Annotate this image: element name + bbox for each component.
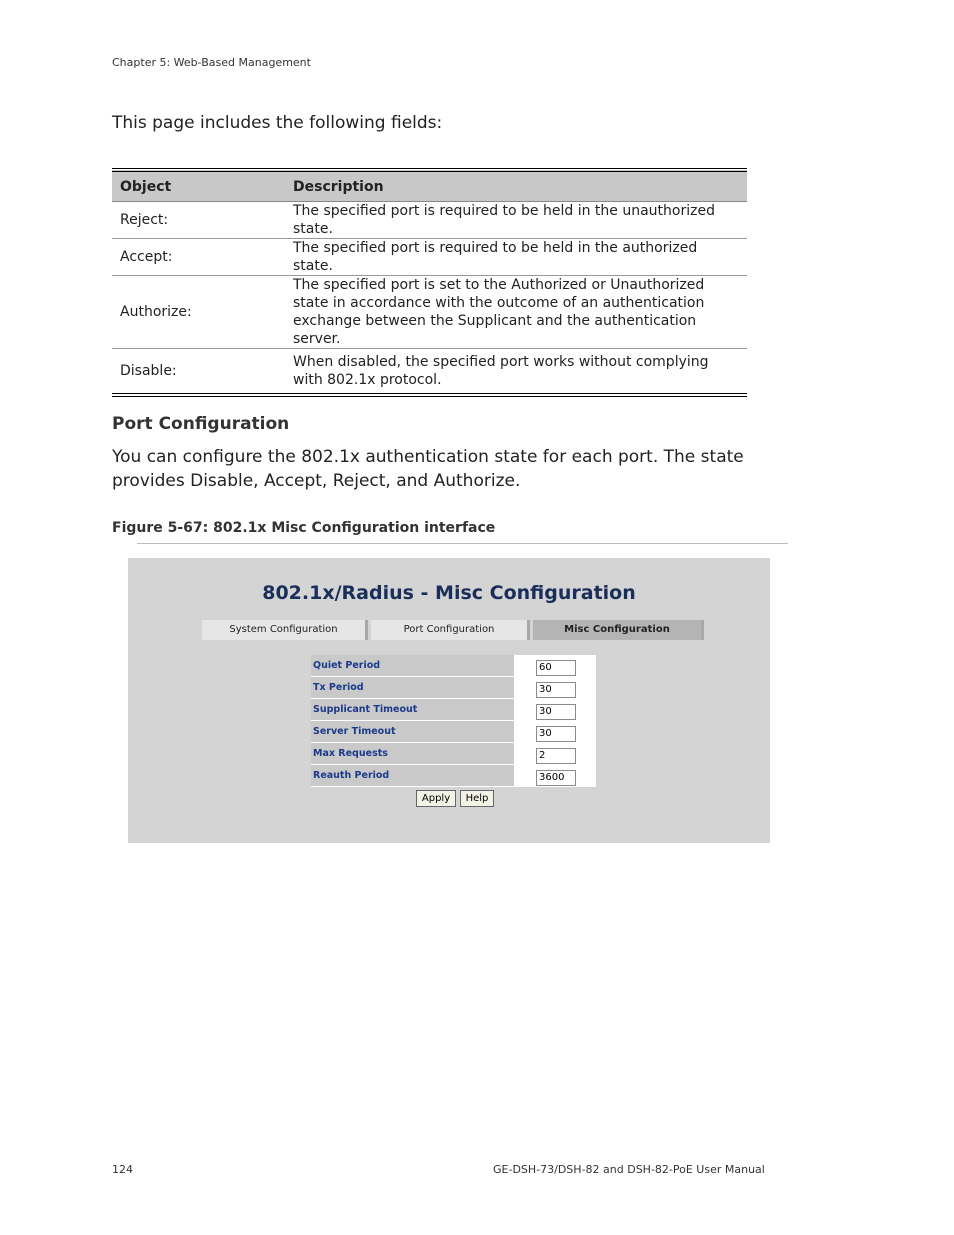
- object-cell: Reject:: [112, 202, 285, 239]
- misc-config-form: [311, 655, 596, 787]
- tab-misc-configuration[interactable]: Misc Configuration: [533, 620, 704, 640]
- reauth-period-input[interactable]: 3600: [536, 770, 576, 786]
- fields-table: [112, 168, 747, 397]
- caption-divider: [137, 543, 788, 544]
- form-row: [311, 743, 596, 765]
- intro-text: This page includes the following fields:: [112, 113, 443, 133]
- form-row: [311, 677, 596, 699]
- table-row: [112, 202, 747, 239]
- section-heading: Port Configuration: [112, 414, 290, 434]
- figure-caption: Figure 5-67: 802.1x Misc Configuration interface: [112, 520, 496, 536]
- description-cell: The specified port is set to the Authorized or Unauthorized state in accordance with the outcome of an authentication exchange between the Supplicant and the authentication server.: [285, 276, 747, 349]
- description-cell: The specified port is required to be held in the unauthorized state.: [285, 202, 747, 239]
- max-requests-input[interactable]: 2: [536, 748, 576, 764]
- quiet-period-input[interactable]: 60: [536, 660, 576, 676]
- description-cell: When disabled, the specified port works without complying with 802.1x protocol.: [285, 349, 747, 395]
- table-row: [112, 239, 747, 276]
- form-row: [311, 655, 596, 677]
- tab-port-configuration[interactable]: Port Configuration: [371, 620, 530, 640]
- supplicant-timeout-input[interactable]: 30: [536, 704, 576, 720]
- chapter-header: Chapter 5: Web-Based Management: [112, 56, 311, 69]
- table-row: [112, 276, 747, 349]
- form-row: [311, 765, 596, 787]
- object-cell: Accept:: [112, 239, 285, 276]
- manual-title: GE-DSH-73/DSH-82 and DSH-82-PoE User Manual: [493, 1163, 765, 1176]
- field-label: Tx Period: [311, 677, 514, 699]
- config-screenshot: [128, 558, 770, 843]
- description-cell: The specified port is required to be held in the authorized state.: [285, 239, 747, 276]
- server-timeout-input[interactable]: 30: [536, 726, 576, 742]
- screenshot-title: 802.1x/Radius - Misc Configuration: [262, 582, 636, 604]
- section-paragraph: You can configure the 802.1x authentication state for each port. The state provides Disable, Accept, Reject, and Authorize.: [112, 447, 744, 491]
- form-row: [311, 699, 596, 721]
- table-header-row: [112, 170, 747, 202]
- field-label: Server Timeout: [311, 721, 514, 743]
- object-cell: Disable:: [112, 349, 285, 395]
- field-label: Quiet Period: [311, 655, 514, 677]
- help-button[interactable]: Help: [460, 790, 494, 807]
- form-row: [311, 721, 596, 743]
- field-label: Supplicant Timeout: [311, 699, 514, 721]
- tab-system-configuration[interactable]: System Configuration: [202, 620, 368, 640]
- object-cell: Authorize:: [112, 276, 285, 349]
- field-label: Max Requests: [311, 743, 514, 765]
- column-header-object: Object: [112, 170, 285, 202]
- page-number: 124: [112, 1163, 133, 1176]
- field-label: Reauth Period: [311, 765, 514, 787]
- tx-period-input[interactable]: 30: [536, 682, 576, 698]
- column-header-description: Description: [285, 170, 747, 202]
- table-row: [112, 349, 747, 395]
- apply-button[interactable]: Apply: [416, 790, 456, 807]
